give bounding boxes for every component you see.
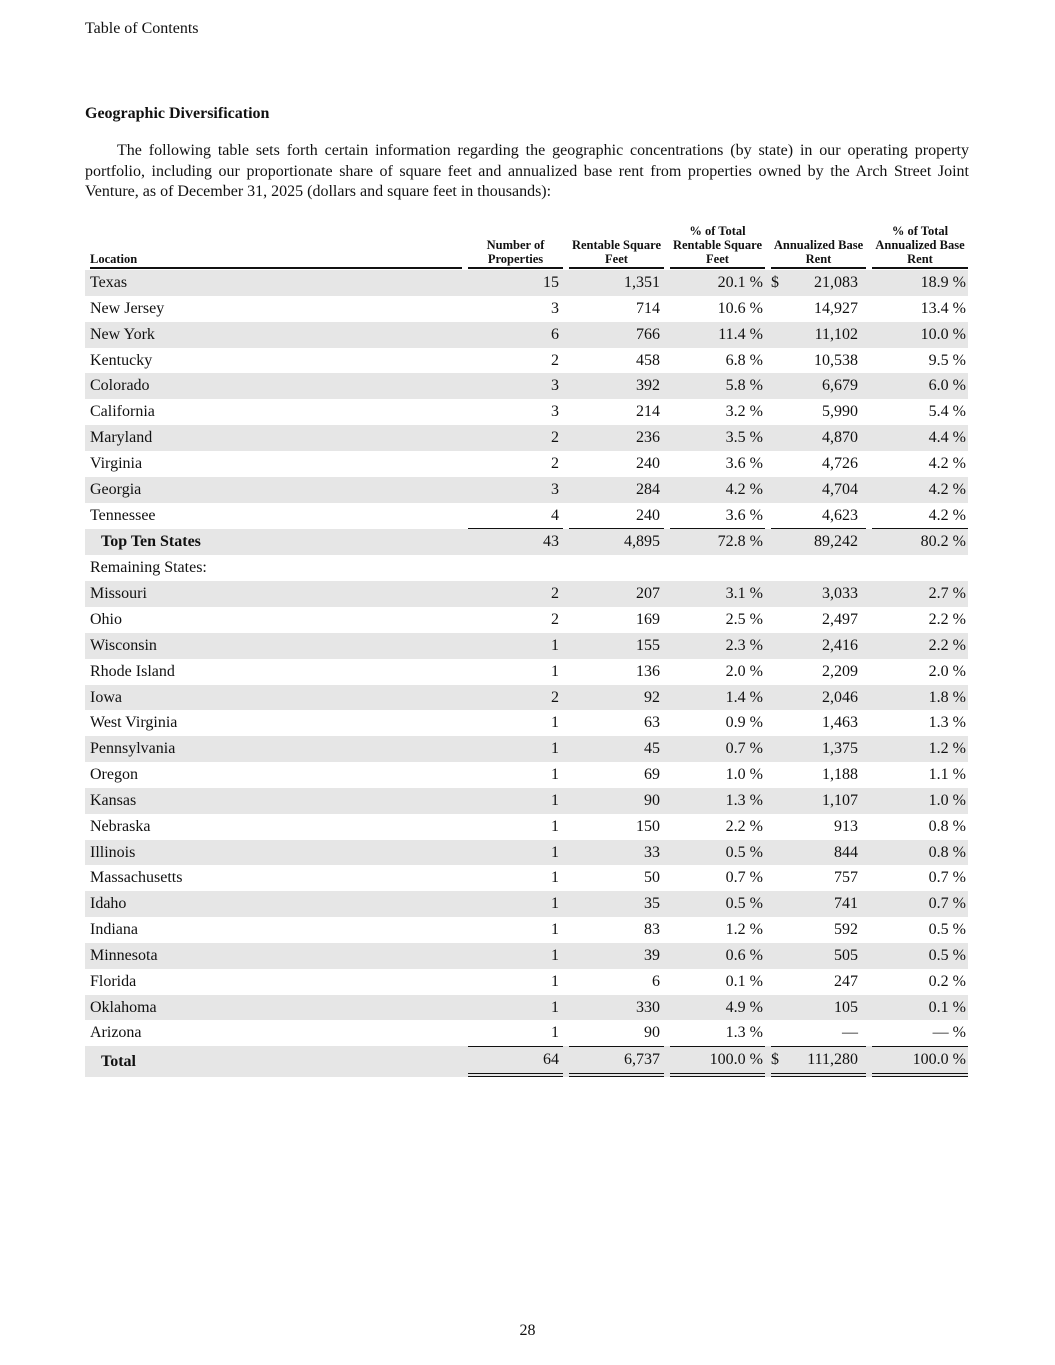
page-number: 28 — [519, 1322, 536, 1339]
cell-pct-abr: 0.8 % — [928, 817, 966, 835]
cell-num-properties: 3 — [551, 377, 559, 395]
cell-abr: 757 — [834, 869, 858, 887]
cell-abr: 247 — [834, 972, 858, 990]
cell-num-properties: 1 — [551, 662, 559, 680]
cell-location: Kentucky — [90, 351, 153, 369]
column-header-pct-sqft: % of Total Rentable Square Feet — [664, 224, 765, 270]
table-row — [85, 917, 968, 943]
cell-num-properties: 43 — [543, 533, 559, 551]
cell-location: Massachusetts — [90, 869, 183, 887]
cell-num-properties: 1 — [551, 766, 559, 784]
cell-rentable-sqft: 90 — [644, 791, 660, 809]
table-body — [85, 270, 968, 1077]
table-row — [85, 607, 968, 633]
column-header-rentable-sqft: Rentable Square Feet — [563, 224, 664, 270]
table-row — [85, 840, 968, 866]
cell-rentable-sqft: 240 — [636, 454, 660, 472]
cell-num-properties: 2 — [551, 454, 559, 472]
table-row — [85, 710, 968, 736]
cell-abr: 844 — [834, 843, 858, 861]
cell-pct-abr: 2.2 % — [928, 636, 966, 654]
cell-pct-abr: 4.2 % — [872, 503, 968, 530]
cell-pct-sqft: 11.4 % — [718, 325, 763, 343]
cell-rentable-sqft: 4,895 — [624, 533, 660, 551]
cell-location: Pennsylvania — [85, 736, 462, 762]
cell-rentable-sqft: 90 — [644, 1024, 660, 1042]
cell-pct-abr: 0.7 % — [928, 895, 966, 913]
cell-rentable-sqft: 458 — [636, 351, 660, 369]
cell-num-properties: 1 — [551, 1024, 559, 1042]
cell-abr: 4,623 — [822, 506, 858, 524]
cell-num-properties: 6 — [551, 325, 559, 343]
cell-rentable-sqft: 33 — [644, 843, 660, 861]
cell-num-properties: 1 — [551, 972, 559, 990]
cell-location: California — [90, 403, 155, 421]
intro-paragraph: The following table sets forth certain information regarding the geographic concentrations (by state) in our operating property portfolio, including our proportionate share of square feet and annualized base rent from properties owned by the Arch Street Joint Venture, as of December 31, 2025 (dollars and square feet in thousands): — [85, 142, 969, 201]
cell-abr: 89,242 — [814, 533, 858, 551]
column-header-pct-abr: % of Total Annualized Base Rent — [866, 224, 968, 270]
cell-pct-abr: 1.1 % — [928, 766, 966, 784]
cell-abr: 4,726 — [822, 454, 858, 472]
cell-pct-abr: 1.8 % — [928, 688, 966, 706]
cell-pct-abr: 0.1 % — [928, 998, 966, 1016]
cell-pct-sqft: 6.8 % — [725, 351, 763, 369]
cell-num-properties: 1 — [551, 895, 559, 913]
table-row — [85, 581, 968, 607]
cell-location: Idaho — [85, 891, 462, 917]
cell-num-properties: 1 — [551, 740, 559, 758]
cell-abr: 14,927 — [814, 299, 858, 317]
cell-pct-sqft: 1.3 % — [725, 791, 763, 809]
cell-pct-abr: 6.0 % — [928, 377, 966, 395]
cell-location: Georgia — [85, 477, 462, 503]
cell-pct-sqft: 3.1 % — [725, 585, 763, 603]
remaining-states-label: Remaining States: — [90, 559, 207, 577]
table-row — [85, 296, 968, 322]
cell-pct-abr: 2.7 % — [928, 585, 966, 603]
cell-abr: 1,463 — [822, 714, 858, 732]
cell-pct-abr: 2.0 % — [928, 662, 966, 680]
cell-num-properties: 1 — [551, 636, 559, 654]
cell-abr: 6,679 — [822, 377, 858, 395]
cell-abr: 10,538 — [814, 351, 858, 369]
cell-abr: 3,033 — [822, 585, 858, 603]
cell-pct-sqft: 1.3 % — [725, 1024, 763, 1042]
table-row — [85, 891, 968, 917]
table-row — [85, 736, 968, 762]
cell-abr: 1,107 — [822, 791, 858, 809]
cell-abr: 5,990 — [822, 403, 858, 421]
cell-num-properties: 1 — [551, 817, 559, 835]
cell-num-properties: 2 — [551, 351, 559, 369]
cell-abr: 913 — [834, 817, 858, 835]
table-row — [85, 503, 968, 530]
cell-pct-abr: 0.5 % — [928, 946, 966, 964]
table-row — [85, 425, 968, 451]
cell-abr: 4,870 — [822, 429, 858, 447]
column-header-abr: Annualized Base Rent — [765, 224, 866, 270]
cell-pct-sqft: 4.9 % — [725, 998, 763, 1016]
cell-rentable-sqft: 83 — [644, 921, 660, 939]
cell-num-properties: 3 — [551, 403, 559, 421]
table-row — [85, 322, 968, 348]
cell-num-properties: 3 — [551, 480, 559, 498]
cell-pct-sqft: 2.0 % — [725, 662, 763, 680]
cell-location: Tennessee — [90, 507, 156, 525]
cell-location: Indiana — [90, 921, 138, 939]
cell-pct-abr: 13.4 % — [920, 299, 966, 317]
cell-location: Maryland — [85, 425, 462, 451]
cell-rentable-sqft: 92 — [644, 688, 660, 706]
cell-num-properties: 1 — [551, 714, 559, 732]
cell-location: Florida — [90, 972, 137, 990]
cell-pct-abr: 100.0 % — [912, 1051, 966, 1069]
table-row — [85, 762, 968, 788]
cell-num-properties: 3 — [551, 299, 559, 317]
cell-pct-abr: 0.8 % — [928, 843, 966, 861]
cell-pct-abr: 1.2 % — [928, 740, 966, 758]
geographic-diversification-table — [85, 224, 968, 1077]
cell-location: Virginia — [90, 454, 143, 472]
cell-rentable-sqft: 214 — [636, 403, 660, 421]
table-row — [85, 270, 968, 296]
column-header-num-properties: Number of Properties — [462, 224, 563, 270]
cell-rentable-sqft: 236 — [636, 429, 660, 447]
cell-location: Arizona — [90, 1024, 142, 1042]
cell-abr: 1,375 — [822, 740, 858, 758]
column-header-location: Location — [85, 224, 462, 270]
cell-pct-sqft: 0.1 % — [725, 972, 763, 990]
table-row — [85, 451, 968, 477]
cell-pct-abr: 5.4 % — [928, 403, 966, 421]
cell-rentable-sqft: 392 — [636, 377, 660, 395]
cell-pct-sqft: 72.8 % — [717, 533, 763, 551]
cell-abr: 505 — [834, 946, 858, 964]
cell-pct-sqft: 3.2 % — [725, 403, 763, 421]
table-row — [85, 995, 968, 1021]
cell-num-properties: 1 — [551, 843, 559, 861]
cell-pct-sqft: 0.9 % — [725, 714, 763, 732]
cell-num-properties: 64 — [543, 1051, 559, 1069]
cell-num-properties: 1 — [551, 921, 559, 939]
table-row — [85, 373, 968, 399]
cell-abr: 1,188 — [822, 766, 858, 784]
cell-abr: 741 — [834, 895, 858, 913]
table-of-contents-link[interactable]: Table of Contents — [85, 20, 199, 37]
table-row — [85, 348, 968, 374]
cell-num-properties: 1 — [551, 998, 559, 1016]
cell-location: Oregon — [90, 766, 138, 784]
table-row — [85, 865, 968, 891]
cell-pct-sqft: 0.6 % — [725, 946, 763, 964]
table-row — [85, 633, 968, 659]
cell-rentable-sqft: 1,351 — [624, 274, 660, 291]
section-title: Geographic Diversification — [85, 105, 270, 122]
cell-location: Rhode Island — [90, 662, 175, 680]
cell-rentable-sqft: 6,737 — [624, 1051, 660, 1069]
cell-pct-abr: 0.7 % — [928, 869, 966, 887]
remaining-states-label-row — [85, 555, 968, 581]
cell-pct-abr: 1.3 % — [928, 714, 966, 732]
cell-abr: 105 — [834, 998, 858, 1016]
cell-location: Ohio — [90, 610, 122, 628]
cell-abr: 592 — [834, 921, 858, 939]
cell-pct-abr: 4.4 % — [928, 429, 966, 447]
cell-pct-abr: 9.5 % — [928, 351, 966, 369]
cell-pct-abr: 2.2 % — [928, 610, 966, 628]
cell-rentable-sqft: 150 — [636, 817, 660, 835]
table-row — [85, 399, 968, 425]
cell-rentable-sqft: 6 — [652, 972, 660, 990]
cell-location: Colorado — [85, 373, 462, 399]
cell-pct-abr: 10.0 % — [920, 325, 966, 343]
cell-pct-sqft: 2.3 % — [725, 636, 763, 654]
cell-pct-sqft: 1.0 % — [725, 766, 763, 784]
cell-num-properties: 2 — [551, 610, 559, 628]
cell-num-properties: 1 — [551, 946, 559, 964]
cell-location: Iowa — [85, 685, 462, 711]
table-row — [85, 1020, 968, 1046]
cell-abr: 2,209 — [822, 662, 858, 680]
subtotal-row-top-ten — [85, 529, 968, 555]
cell-abr: 2,046 — [822, 688, 858, 706]
cell-pct-abr: — % — [932, 1024, 966, 1042]
cell-pct-abr: 0.5 % — [928, 921, 966, 939]
cell-abr: 111,280 — [807, 1051, 858, 1069]
cell-location: West Virginia — [90, 714, 178, 732]
cell-location: Total — [85, 1046, 462, 1077]
cell-pct-sqft: 1.2 % — [725, 921, 763, 939]
cell-num-properties: 15 — [543, 274, 559, 291]
cell-num-properties: 2 — [551, 688, 559, 706]
cell-pct-sqft: 100.0 % — [709, 1051, 763, 1069]
cell-pct-sqft: 3.6 % — [670, 503, 765, 530]
cell-rentable-sqft: 155 — [636, 636, 660, 654]
cell-rentable-sqft: 63 — [644, 714, 660, 732]
cell-location: Wisconsin — [85, 633, 462, 659]
cell-pct-sqft: 5.8 % — [725, 377, 763, 395]
cell-rentable-sqft: 39 — [644, 946, 660, 964]
cell-rentable-sqft: 766 — [636, 325, 660, 343]
cell-pct-sqft: 0.5 % — [725, 843, 763, 861]
cell-num-properties: 4 — [468, 503, 563, 530]
cell-rentable-sqft: 240 — [569, 503, 664, 530]
cell-pct-sqft: 2.5 % — [725, 610, 763, 628]
table-header-row — [85, 224, 968, 270]
cell-pct-abr: 4.2 % — [928, 454, 966, 472]
cell-num-properties: 1 — [551, 791, 559, 809]
cell-location: Texas — [85, 270, 462, 296]
cell-pct-sqft: 0.7 % — [725, 740, 763, 758]
dollar-sign: $ — [771, 274, 779, 291]
cell-pct-sqft: 1.4 % — [725, 688, 763, 706]
table-row — [85, 788, 968, 814]
cell-pct-sqft: 2.2 % — [725, 817, 763, 835]
cell-location: New York — [85, 322, 462, 348]
cell-abr: 21,083 — [814, 274, 858, 291]
cell-rentable-sqft: 207 — [636, 585, 660, 603]
table-row — [85, 477, 968, 503]
cell-pct-sqft: 0.7 % — [725, 869, 763, 887]
grand-total-row — [85, 1046, 968, 1077]
cell-pct-sqft: 3.6 % — [725, 454, 763, 472]
cell-pct-sqft: 20.1 % — [717, 274, 763, 291]
cell-location: New Jersey — [90, 299, 165, 317]
cell-abr: 2,416 — [822, 636, 858, 654]
table-row — [85, 943, 968, 969]
cell-location: Missouri — [85, 581, 462, 607]
cell-rentable-sqft: 136 — [636, 662, 660, 680]
dollar-sign: $ — [771, 1051, 779, 1069]
cell-num-properties: 2 — [551, 585, 559, 603]
cell-pct-sqft: 10.6 % — [717, 299, 763, 317]
cell-rentable-sqft: 45 — [644, 740, 660, 758]
cell-pct-sqft: 0.5 % — [725, 895, 763, 913]
cell-rentable-sqft: 714 — [636, 299, 660, 317]
cell-pct-abr: 80.2 % — [920, 533, 966, 551]
cell-location: Illinois — [85, 840, 462, 866]
cell-pct-sqft: 4.2 % — [725, 480, 763, 498]
cell-location: Oklahoma — [85, 995, 462, 1021]
cell-abr: 2,497 — [822, 610, 858, 628]
cell-rentable-sqft: 35 — [644, 895, 660, 913]
cell-location: Minnesota — [85, 943, 462, 969]
cell-num-properties: 2 — [551, 429, 559, 447]
cell-location: Nebraska — [90, 817, 151, 835]
cell-location: Kansas — [85, 788, 462, 814]
cell-pct-abr: 1.0 % — [928, 791, 966, 809]
cell-num-properties: 1 — [551, 869, 559, 887]
cell-pct-abr: 4.2 % — [928, 480, 966, 498]
cell-rentable-sqft: 330 — [636, 998, 660, 1016]
table-row — [85, 969, 968, 995]
cell-abr: 11,102 — [814, 325, 858, 343]
cell-pct-sqft: 3.5 % — [725, 429, 763, 447]
table-row — [85, 685, 968, 711]
cell-rentable-sqft: 284 — [636, 480, 660, 498]
cell-location: Top Ten States — [85, 529, 462, 555]
cell-abr: — — [842, 1024, 858, 1042]
table-row — [85, 814, 968, 840]
cell-pct-abr: 18.9 % — [920, 274, 966, 291]
cell-rentable-sqft: 169 — [636, 610, 660, 628]
cell-rentable-sqft: 69 — [644, 766, 660, 784]
cell-pct-abr: 0.2 % — [928, 972, 966, 990]
table-row — [85, 659, 968, 685]
cell-rentable-sqft: 50 — [644, 869, 660, 887]
cell-abr: 4,704 — [822, 480, 858, 498]
